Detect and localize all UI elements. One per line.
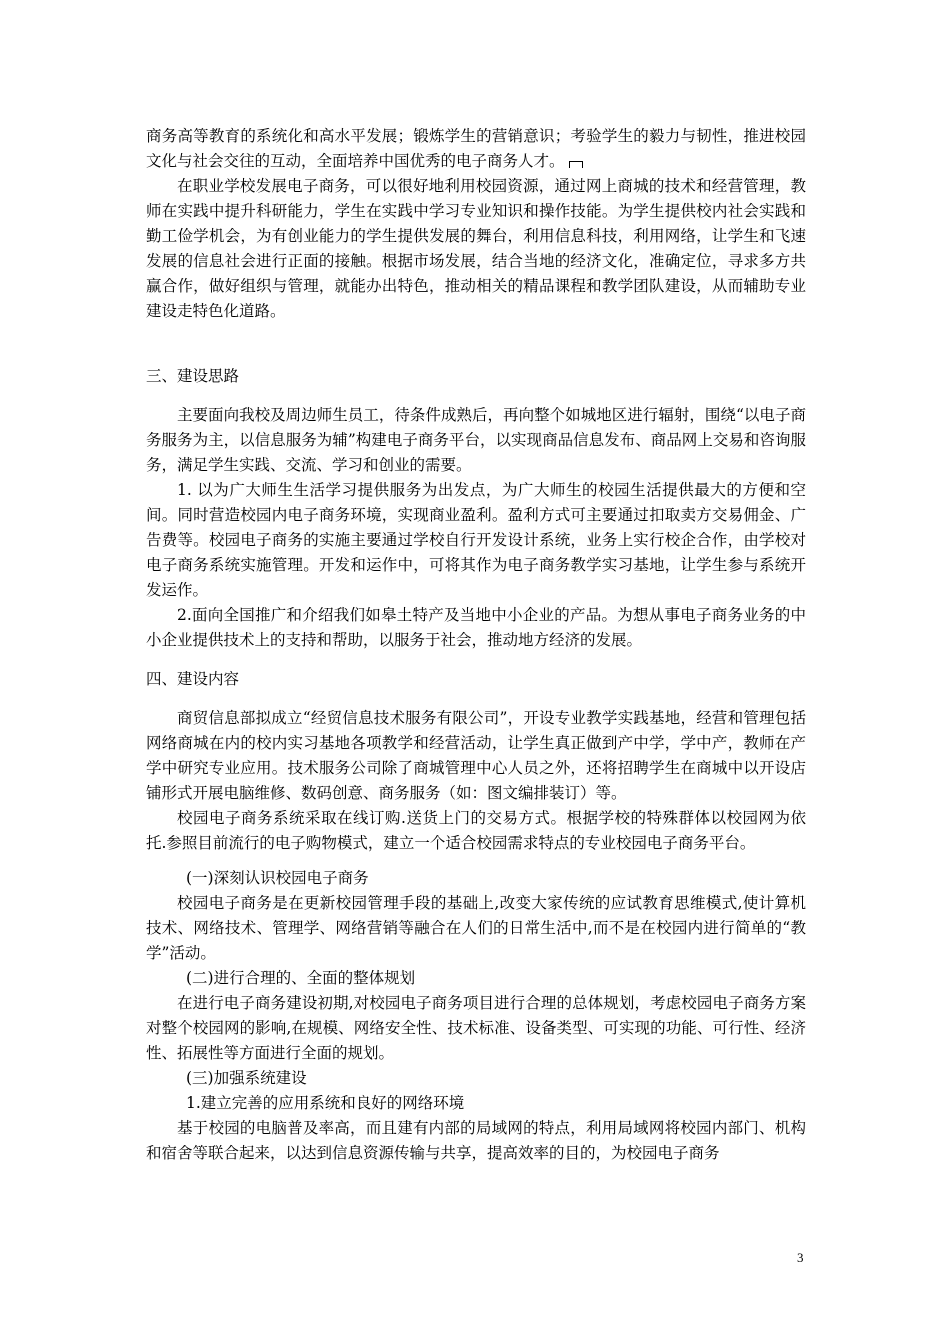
section3-paragraph-1: 主要面向我校及周边师生员工，待条件成熟后，再向整个如城地区进行辐射，围绕“以电子商务服务为主，以信息服务为辅”构建电子商务平台，以实现商品信息发布、商品网上交易和咨询服务，满足学生实践、交流、学习和创业的需要。	[146, 406, 806, 474]
intro-paragraph-continued-text: 商务高等教育的系统化和高水平发展；锻炼学生的营销意识；考验学生的毅力与韧性，推进校园文化与社会交往的互动，全面培养中国优秀的电子商务人才。	[146, 127, 806, 170]
edit-mark-icon	[569, 161, 583, 168]
section3-paragraph-3: 2.面向全国推广和介绍我们如皋土特产及当地中小企业的产品。为想从事电子商务业务的中小企业提供技术上的支持和帮助，以服务于社会，推动地方经济的发展。	[146, 606, 806, 649]
intro-paragraph-continued	[146, 124, 806, 174]
item-heading-1: 1.建立完善的应用系统和良好的网络环境	[186, 1094, 465, 1112]
section-heading-4: 四、建设内容	[146, 670, 240, 688]
section4-paragraph-1: 商贸信息部拟成立“经贸信息技术服务有限公司”，开设专业教学实践基地，经营和管理包括网络商城在内的校内实习基地各项教学和经营活动，让学生真正做到产中学，学中产，教师在产学中研究专业应用。技术服务公司除了商城管理中心人员之外，还将招聘学生在商城中以开设店铺形式开展电脑维修、数码创意、商务服务（如：图文编排装订）等。	[146, 709, 806, 802]
section3-paragraph-2: 1. 以为广大师生生活学习提供服务为出发点，为广大师生的校园生活提供最大的方便和空间。同时营造校园内电子商务环境，实现商业盈利。盈利方式可主要通过扣取卖方交易佣金、广告费等。校园电子商务的实施主要通过学校自行开发设计系统，业务上实行校企合作，由学校对电子商务系统实施管理。开发和运作中，可将其作为电子商务教学实习基地，让学生参与系统开发运作。	[146, 481, 806, 599]
section-heading-3: 三、建设思路	[146, 367, 240, 385]
subheading-2: (二)进行合理的、全面的整体规划	[186, 969, 416, 987]
sub2-paragraph: 在进行电子商务建设初期,对校园电子商务项目进行合理的总体规划，考虑校园电子商务方案对整个校园网的影响,在规模、网络安全性、技术标准、设备类型、可实现的功能、可行性、经济性、拓展性等方面进行全面的规划。	[146, 994, 806, 1062]
intro-paragraph: 在职业学校发展电子商务，可以很好地利用校园资源，通过网上商城的技术和经营管理，教师在实践中提升科研能力，学生在实践中学习专业知识和操作技能。为学生提供校内社会实践和勤工俭学机会，为有创业能力的学生提供发展的舞台，利用信息科技，利用网络，让学生和飞速发展的信息社会进行正面的接触。根据市场发展，结合当地的经济文化，准确定位，寻求多方共赢合作，做好组织与管理，就能办出特色，推动相关的精品课程和教学团队建设，从而辅助专业建设走特色化道路。	[146, 177, 806, 320]
subheading-1: (一)深刻认识校园电子商务	[186, 869, 369, 887]
section4-paragraph-2: 校园电子商务系统采取在线订购.送货上门的交易方式。根据学校的特殊群体以校园网为依托.参照目前流行的电子购物模式，建立一个适合校园需求特点的专业校园电子商务平台。	[146, 809, 806, 852]
subheading-3: (三)加强系统建设	[186, 1069, 307, 1087]
sub1-paragraph: 校园电子商务是在更新校园管理手段的基础上,改变大家传统的应试教育思维模式,使计算机技术、网络技术、管理学、网络营销等融合在人们的日常生活中,而不是在校园内进行简单的“教学”活动。	[146, 894, 806, 962]
page-number: 3	[797, 1250, 804, 1265]
document-page	[146, 124, 806, 1166]
item1-paragraph: 基于校园的电脑普及率高，而且建有内部的局域网的特点，利用局域网将校园内部门、机构和宿舍等联合起来，以达到信息资源传输与共享，提高效率的目的，为校园电子商务	[146, 1119, 806, 1162]
